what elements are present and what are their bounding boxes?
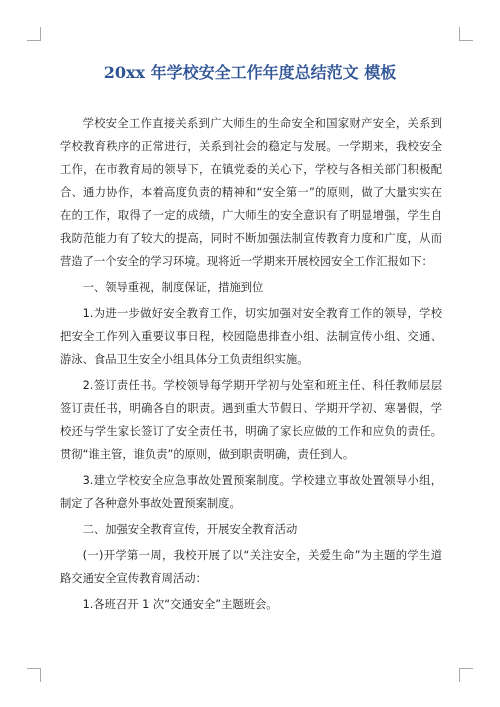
paragraph-item-4: 1.各班召开 1 次“交通安全”主题班会。: [82, 598, 278, 611]
crop-mark-bottom-left-v: [40, 668, 41, 682]
document-title: 20xx 年学校安全工作年度总结范文 模板: [103, 63, 397, 82]
section-heading-2: 二、加强安全教育宣传，开展安全教育活动: [82, 523, 298, 536]
crop-mark-top-left-h: [27, 40, 41, 41]
crop-mark-bottom-right-v: [459, 668, 460, 682]
section-heading-1: 一、领导重视，制度保证，措施到位: [82, 281, 264, 294]
crop-mark-bottom-left-h: [27, 668, 41, 669]
paragraph-item-1: 1.为进一步做好安全教育工作，切实加强对安全教育工作的领导，学校把安全工作列入重要议事日程，校园隐患排查小组、法制宣传小组、交通、游泳、食品卫生安全小组具体分工负责组织实施。: [60, 307, 442, 366]
intro-paragraph: 学校安全工作直接关系到广大师生的生命安全和国家财产安全，关系到学校教育秩序的正常进行，关系到社会的稳定与发展。一学期来，我校安全工作，在市教育局的领导下，在镇党委的关心下，学校与各相关部门积极配合、通力协作，本着高度负责的精神和“安全第一”的原则，做了大量实实在在的工作，取得了一定的成绩，广大师生的安全意识有了明显增强，学生自我防范能力有了较大的提高，同时不断加强法制宣传教育力度和广度，从而营造了一个安全的学习环境。现将近一学期来开展校园安全工作汇报如下：: [60, 117, 442, 268]
paragraph-item-3: 3.建立学校安全应急事故处置预案制度。学校建立事故处置领导小组，制定了各种意外事故处置预案制度。: [60, 474, 442, 510]
paragraph-item-2: 2.签订责任书。学校领导每学期开学初与处室和班主任、科任教师层层签订责任书，明确各自的职责。遇到重大节假日、学期开学初、寒暑假，学校还与学生家长签订了安全责任书，明确了家长应做的工作和应负的责任。贯彻“谁主管，谁负责”的原则，做到职责明确，责任到人。: [60, 379, 442, 461]
crop-mark-top-right-h: [459, 40, 473, 41]
document-body: [60, 112, 442, 616]
crop-mark-top-right-v: [459, 27, 460, 41]
crop-mark-top-left-v: [40, 27, 41, 41]
subsection-paragraph-1: (一)开学第一周，我校开展了以“关注安全，关爱生命”为主题的学生道路交通安全宣传教育周活动：: [60, 549, 442, 585]
crop-mark-bottom-right-h: [459, 668, 473, 669]
